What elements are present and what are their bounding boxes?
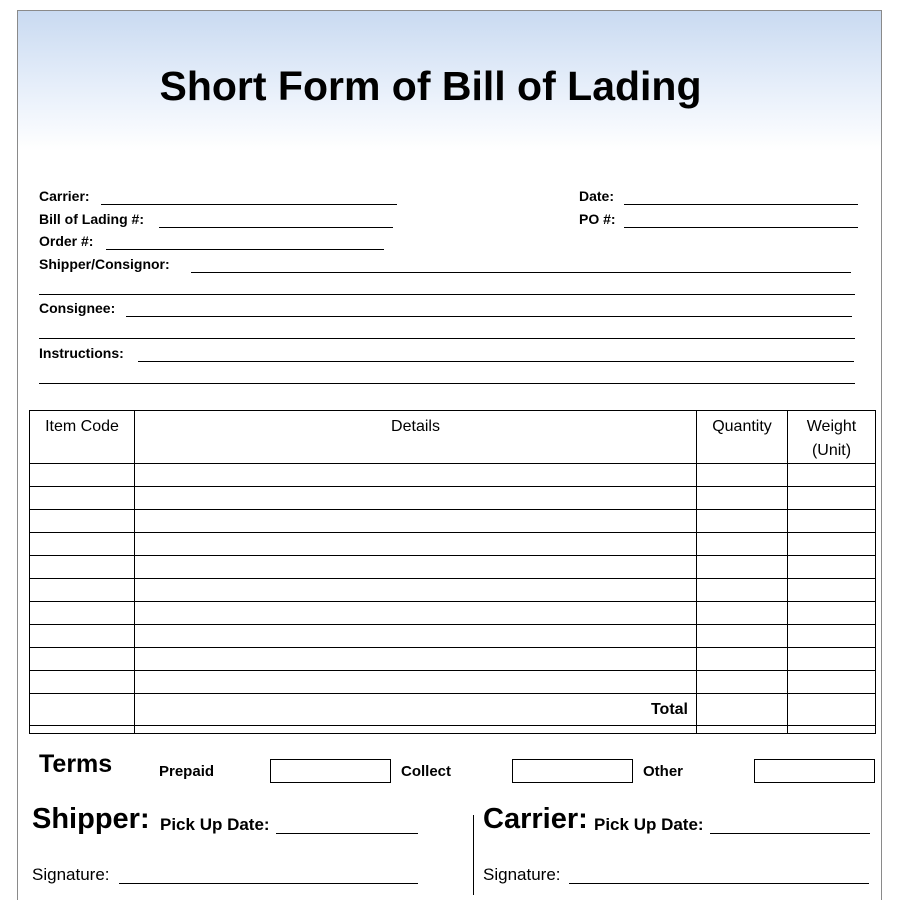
total-quantity-cell[interactable] bbox=[697, 694, 788, 726]
details-cell[interactable] bbox=[135, 602, 697, 625]
consignee-field[interactable] bbox=[126, 316, 852, 317]
shipper-consignor-field-line2[interactable] bbox=[39, 294, 855, 295]
quantity-cell[interactable] bbox=[697, 487, 788, 510]
details-header: Details bbox=[135, 411, 697, 464]
item-code-cell[interactable] bbox=[30, 533, 135, 556]
signature-divider bbox=[473, 815, 474, 895]
table-row bbox=[30, 602, 876, 625]
carrier-signature-label: Signature: bbox=[483, 865, 561, 884]
total-empty-cell bbox=[30, 694, 135, 726]
prepaid-box[interactable] bbox=[270, 759, 391, 783]
details-cell[interactable] bbox=[135, 510, 697, 533]
quantity-cell[interactable] bbox=[697, 533, 788, 556]
shipper-heading: Shipper: bbox=[32, 803, 150, 835]
instructions-label: Instructions: bbox=[39, 345, 124, 361]
table-row bbox=[30, 487, 876, 510]
date-field[interactable] bbox=[624, 204, 858, 205]
details-cell[interactable] bbox=[135, 556, 697, 579]
weight-cell[interactable] bbox=[788, 464, 876, 487]
item-code-cell[interactable] bbox=[30, 464, 135, 487]
bill-of-lading-field[interactable] bbox=[159, 227, 393, 228]
table-row bbox=[30, 579, 876, 602]
details-cell[interactable] bbox=[135, 671, 697, 694]
table-footer-row bbox=[30, 726, 876, 734]
collect-label: Collect bbox=[401, 763, 452, 780]
quantity-header: Quantity bbox=[697, 411, 788, 464]
order-field[interactable] bbox=[106, 249, 384, 250]
carrier-pickup-label: Pick Up Date: bbox=[594, 815, 704, 834]
carrier-signature-field[interactable] bbox=[569, 883, 869, 884]
instructions-field[interactable] bbox=[138, 361, 854, 362]
item-code-cell[interactable] bbox=[30, 648, 135, 671]
prepaid-label: Prepaid bbox=[159, 763, 215, 780]
quantity-cell[interactable] bbox=[697, 510, 788, 533]
shipper-signature-label: Signature: bbox=[32, 865, 110, 884]
weight-cell[interactable] bbox=[788, 648, 876, 671]
table-row bbox=[30, 625, 876, 648]
table-row bbox=[30, 533, 876, 556]
details-cell[interactable] bbox=[135, 648, 697, 671]
item-code-cell[interactable] bbox=[30, 556, 135, 579]
po-field[interactable] bbox=[624, 227, 858, 228]
item-code-cell[interactable] bbox=[30, 510, 135, 533]
date-label: Date: bbox=[579, 188, 615, 204]
order-label: Order #: bbox=[39, 233, 94, 249]
weight-header: Weight (Unit) bbox=[788, 411, 876, 464]
items-table bbox=[29, 410, 876, 734]
weight-cell[interactable] bbox=[788, 533, 876, 556]
weight-cell[interactable] bbox=[788, 510, 876, 533]
consignee-label: Consignee: bbox=[39, 300, 116, 316]
po-label: PO #: bbox=[579, 211, 616, 227]
item-code-cell[interactable] bbox=[30, 625, 135, 648]
item-code-cell[interactable] bbox=[30, 671, 135, 694]
quantity-cell[interactable] bbox=[697, 625, 788, 648]
carrier-heading: Carrier: bbox=[483, 803, 588, 835]
quantity-cell[interactable] bbox=[697, 602, 788, 625]
collect-box[interactable] bbox=[512, 759, 633, 783]
weight-cell[interactable] bbox=[788, 556, 876, 579]
item-code-cell[interactable] bbox=[30, 602, 135, 625]
details-cell[interactable] bbox=[135, 625, 697, 648]
carrier-field[interactable] bbox=[101, 204, 397, 205]
instructions-field-line2[interactable] bbox=[39, 383, 855, 384]
form-page bbox=[17, 10, 882, 900]
quantity-cell[interactable] bbox=[697, 648, 788, 671]
shipper-consignor-label: Shipper/Consignor: bbox=[39, 256, 170, 272]
total-weight-cell[interactable] bbox=[788, 694, 876, 726]
quantity-cell[interactable] bbox=[697, 556, 788, 579]
total-label: Total bbox=[135, 694, 697, 726]
weight-cell[interactable] bbox=[788, 625, 876, 648]
bill-of-lading-label: Bill of Lading #: bbox=[39, 211, 144, 227]
weight-cell[interactable] bbox=[788, 671, 876, 694]
shipper-pickup-field[interactable] bbox=[276, 833, 418, 834]
table-row bbox=[30, 464, 876, 487]
shipper-signature-field[interactable] bbox=[119, 883, 418, 884]
details-cell[interactable] bbox=[135, 464, 697, 487]
quantity-cell[interactable] bbox=[697, 579, 788, 602]
details-cell[interactable] bbox=[135, 533, 697, 556]
consignee-field-line2[interactable] bbox=[39, 338, 855, 339]
weight-cell[interactable] bbox=[788, 602, 876, 625]
table-row bbox=[30, 671, 876, 694]
table-row bbox=[30, 556, 876, 579]
shipper-pickup-label: Pick Up Date: bbox=[160, 815, 270, 834]
other-box[interactable] bbox=[754, 759, 875, 783]
details-cell[interactable] bbox=[135, 579, 697, 602]
details-cell[interactable] bbox=[135, 487, 697, 510]
carrier-label: Carrier: bbox=[39, 188, 90, 204]
item-code-cell[interactable] bbox=[30, 579, 135, 602]
carrier-pickup-field[interactable] bbox=[710, 833, 870, 834]
table-row bbox=[30, 648, 876, 671]
item-code-cell[interactable] bbox=[30, 487, 135, 510]
other-label: Other bbox=[643, 763, 684, 780]
weight-cell[interactable] bbox=[788, 487, 876, 510]
quantity-cell[interactable] bbox=[697, 671, 788, 694]
table-row bbox=[30, 510, 876, 533]
quantity-cell[interactable] bbox=[697, 464, 788, 487]
item-code-header: Item Code bbox=[30, 411, 135, 464]
terms-label: Terms bbox=[39, 750, 113, 778]
weight-cell[interactable] bbox=[788, 579, 876, 602]
shipper-consignor-field[interactable] bbox=[191, 272, 851, 273]
total-row bbox=[30, 694, 876, 726]
form-title: Short Form of Bill of Lading bbox=[159, 63, 702, 109]
